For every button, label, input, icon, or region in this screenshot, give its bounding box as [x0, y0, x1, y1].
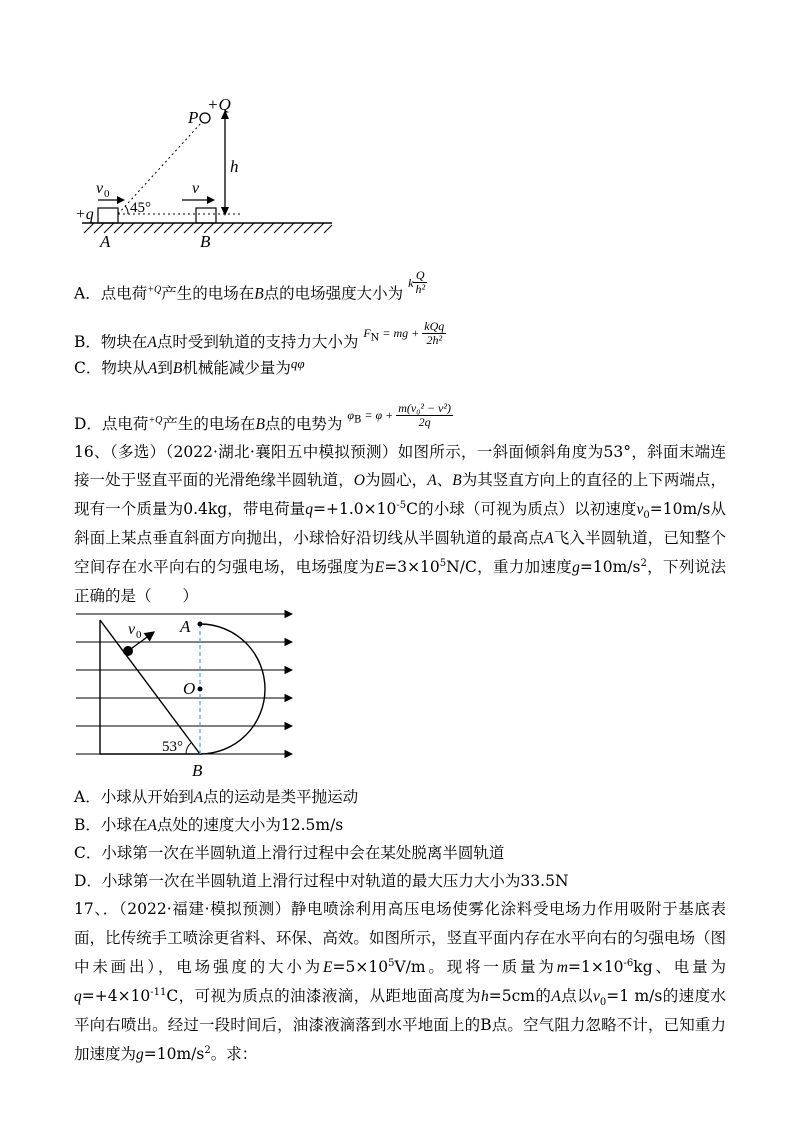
fig1-label-angle: 45°	[130, 200, 151, 216]
fig2-label-v0-sub: 0	[136, 629, 142, 641]
figure-charge-track	[70, 90, 360, 250]
fig1-label-v0-sub: 0	[104, 188, 110, 200]
fig1-label-v: v	[192, 180, 200, 197]
question-16-stem: 16、（多选）（2022·湖北·襄阳五中模拟预测）如图所示，一斜面倾斜角度为53°，斜面末端连接一处于竖直平面的光滑绝缘半圆轨道，O为圆心，A、B为其竖直方向上的直径的上下两端点，现有一个质量为0.4kg，带电荷量$q=+1.0\times 10^{-5}C$的小球（可视为质点）以初速度$v_0=10m/s$从斜面上某点垂直斜面方向抛出，小球恰好沿切线从半圆轨道的最高点A飞入半圆轨道，已知整个空间存在水平向右的匀强电场，电场强度为$E=3\times 10^5N/C$，重力加速度$g=10m/s^2$，下列说法正确的是（ ）	[74, 443, 726, 605]
q16-option-b: B．小球在A点处的速度大小为12.5m/s	[74, 816, 344, 834]
q16-option-a: A．小球从开始到A点的运动是类平抛运动	[74, 788, 359, 806]
q15-option-b: B．物块在A点时受到轨道的支持力大小为 $^{F_N = mg + \frac{\text{kQq}}{\text{2h²}}}$	[74, 319, 445, 351]
fig1-label-plusq: +q	[75, 206, 94, 223]
q16-option-d: D．小球第一次在半圆轨道上滑行过程中对轨道的最大压力大小为33.5N	[74, 872, 569, 890]
figure-incline-semicircle	[70, 600, 310, 785]
fig1-label-plusQ: +Q	[207, 95, 231, 114]
fig2-label-O: O	[183, 679, 196, 698]
q15-option-c: C．物块从A到B机械能减少量为$^{q\varphi}$	[74, 356, 305, 377]
q16-option-c: C．小球第一次在半圆轨道上滑行过程中会在某处脱离半圆轨道	[74, 844, 505, 862]
fig1-label-P: P	[188, 108, 199, 127]
fig2-label-v0: v	[128, 621, 136, 638]
fig1-label-A: A	[100, 232, 111, 250]
q15-option-a: A．点电荷$^{+Q}$产生的电场在B点的电场强度大小为 k $\frac{Q}{\text{h²}}$	[74, 268, 426, 303]
fig1-label-B: B	[200, 232, 211, 250]
question-17-stem: 17、．（2022·福建·模拟预测）静电喷涂利用高压电场使雾化涂料受电场力作用吸附于基底表面，比传统手工喷涂更省料、环保、高效。如图所示，竖直平面内存在水平向右的匀强电场（图中未画出），电场强度的大小为$E=5\times 10^5V/m$。现将一质量为$m=1\times 10^{-6}kg$、电量为$q=+4\times 10^{-11}C$，可视为质点的油漆液滴，从距地面高度为h=5cm的A点以$v_0=1$ m/s的速度水平向右喷出。经过一段时间后，油漆液滴落到水平地面上的B点。空气阻力忽略不计，已知重力加速度为$g=10m/s^2$。求：	[74, 900, 726, 1063]
fig2-label-B: B	[192, 761, 203, 780]
fig2-label-angle: 53°	[162, 739, 183, 755]
fig1-label-h: h	[230, 157, 239, 176]
fig2-label-A: A	[180, 617, 191, 636]
fig1-label-v0: v	[96, 180, 104, 197]
q15-option-d: D．点电荷$^{+Q}$产生的电场在B点的电势为 $^{\varphi_B = \varphi + \frac{\text{m(v₀² − v²)}}{2q}}$	[74, 401, 451, 433]
